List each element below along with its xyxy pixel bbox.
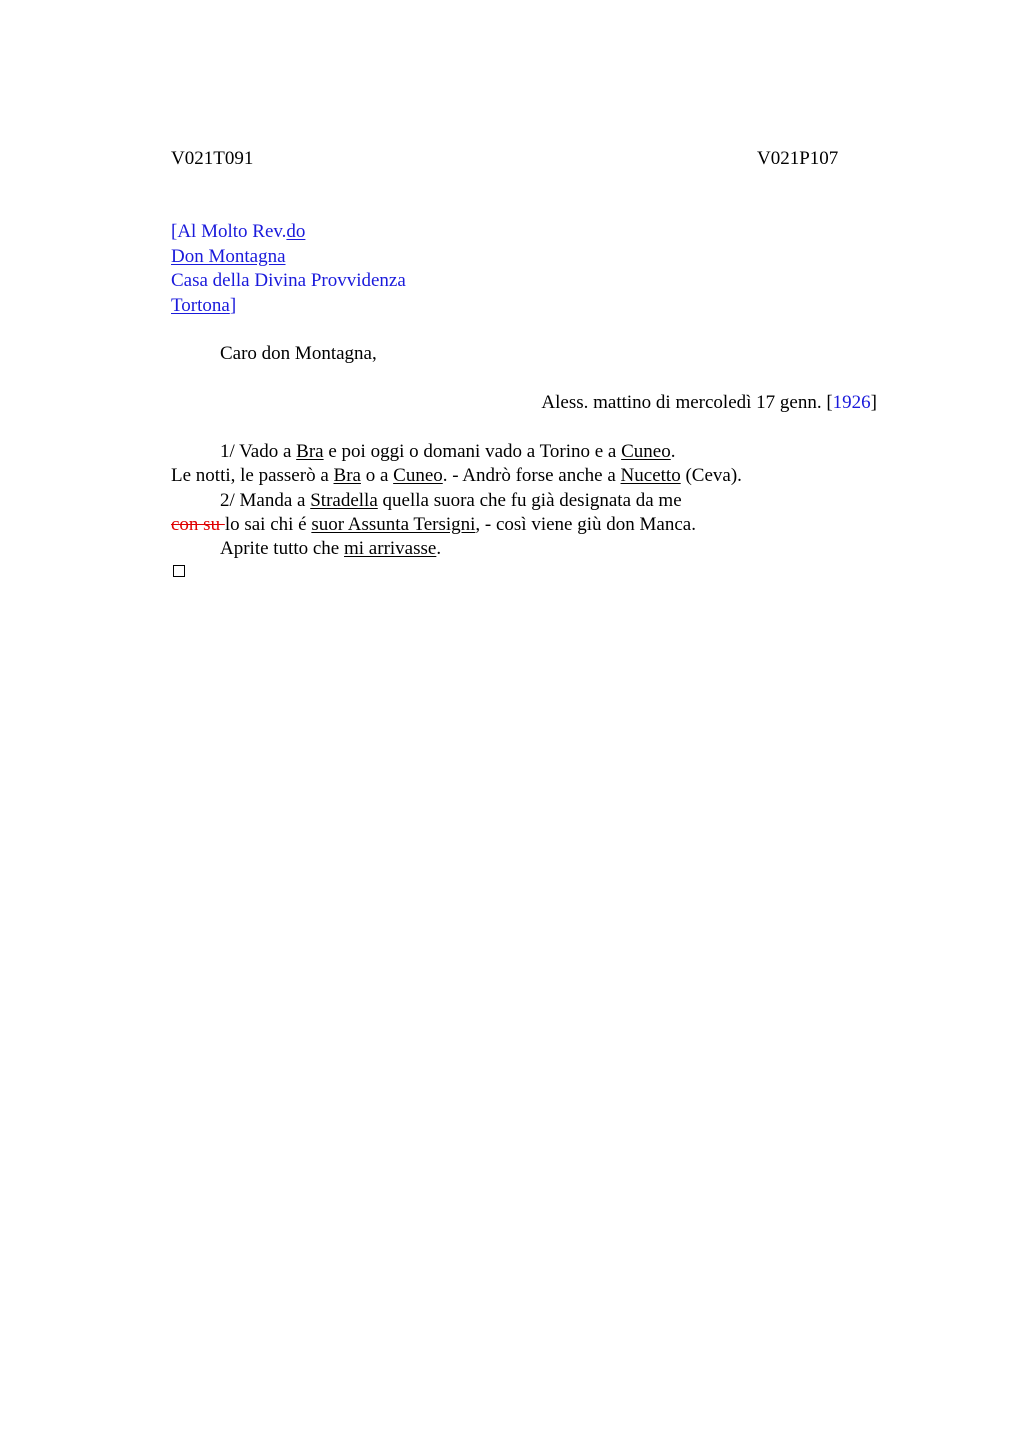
underlined-phrase: mi arrivasse [344, 538, 437, 559]
end-of-text-box-icon [173, 565, 185, 577]
document-code-left: V021T091 [171, 148, 254, 169]
address-line-2: Don Montagna [171, 245, 286, 267]
document-code-right: V021P107 [757, 148, 839, 169]
dateline-text: Aless. mattino di mercoledì 17 genn. [ [541, 392, 833, 413]
body-line-4 [171, 513, 696, 537]
text-run: . - Andrò forse anche a [442, 465, 621, 486]
text-run: 1/ Vado a [220, 441, 297, 462]
text-run: , - così viene giù don Manca. [475, 514, 696, 535]
body-line-3 [171, 489, 682, 513]
underlined-place: Bra [333, 465, 361, 486]
address-line-1 [171, 220, 406, 245]
dateline-year: 1926 [832, 392, 871, 413]
text-run: 2/ Manda a [220, 490, 311, 511]
address-line-4 [171, 294, 406, 319]
address-line-1-superscript: do [286, 221, 306, 242]
text-run: lo sai chi é [224, 514, 312, 535]
body-line-1 [171, 440, 675, 464]
address-line-1-text: [Al Molto Rev. [171, 221, 287, 242]
text-run: e poi oggi o domani vado a Torino e a [323, 441, 622, 462]
text-run: . [670, 441, 676, 462]
dateline-close: ] [870, 392, 877, 413]
text-run: o a [360, 465, 394, 486]
body-line-5 [171, 537, 441, 561]
deleted-text: con su [171, 514, 225, 535]
salutation: Caro don Montagna, [220, 343, 377, 364]
address-block [171, 220, 406, 318]
underlined-place: Bra [296, 441, 324, 462]
underlined-place: Stradella [310, 490, 378, 511]
text-run: . [436, 538, 442, 559]
text-run: quella suora che fu già designata da me [377, 490, 682, 511]
underlined-place: Cuneo [393, 465, 443, 486]
address-line-3: Casa della Divina Provvidenza [171, 270, 406, 291]
body-line-2 [171, 464, 742, 488]
underlined-name: suor Assunta Tersigni [311, 514, 476, 535]
underlined-place: Cuneo [621, 441, 671, 462]
text-run: Aprite tutto che [220, 538, 344, 559]
address-close-bracket: ] [229, 294, 237, 316]
dateline [541, 391, 877, 415]
underlined-place: Nucetto [620, 465, 681, 486]
address-city: Tortona [171, 294, 230, 316]
text-run: (Ceva). [680, 465, 742, 486]
text-run: Le notti, le passerò a [171, 465, 334, 486]
